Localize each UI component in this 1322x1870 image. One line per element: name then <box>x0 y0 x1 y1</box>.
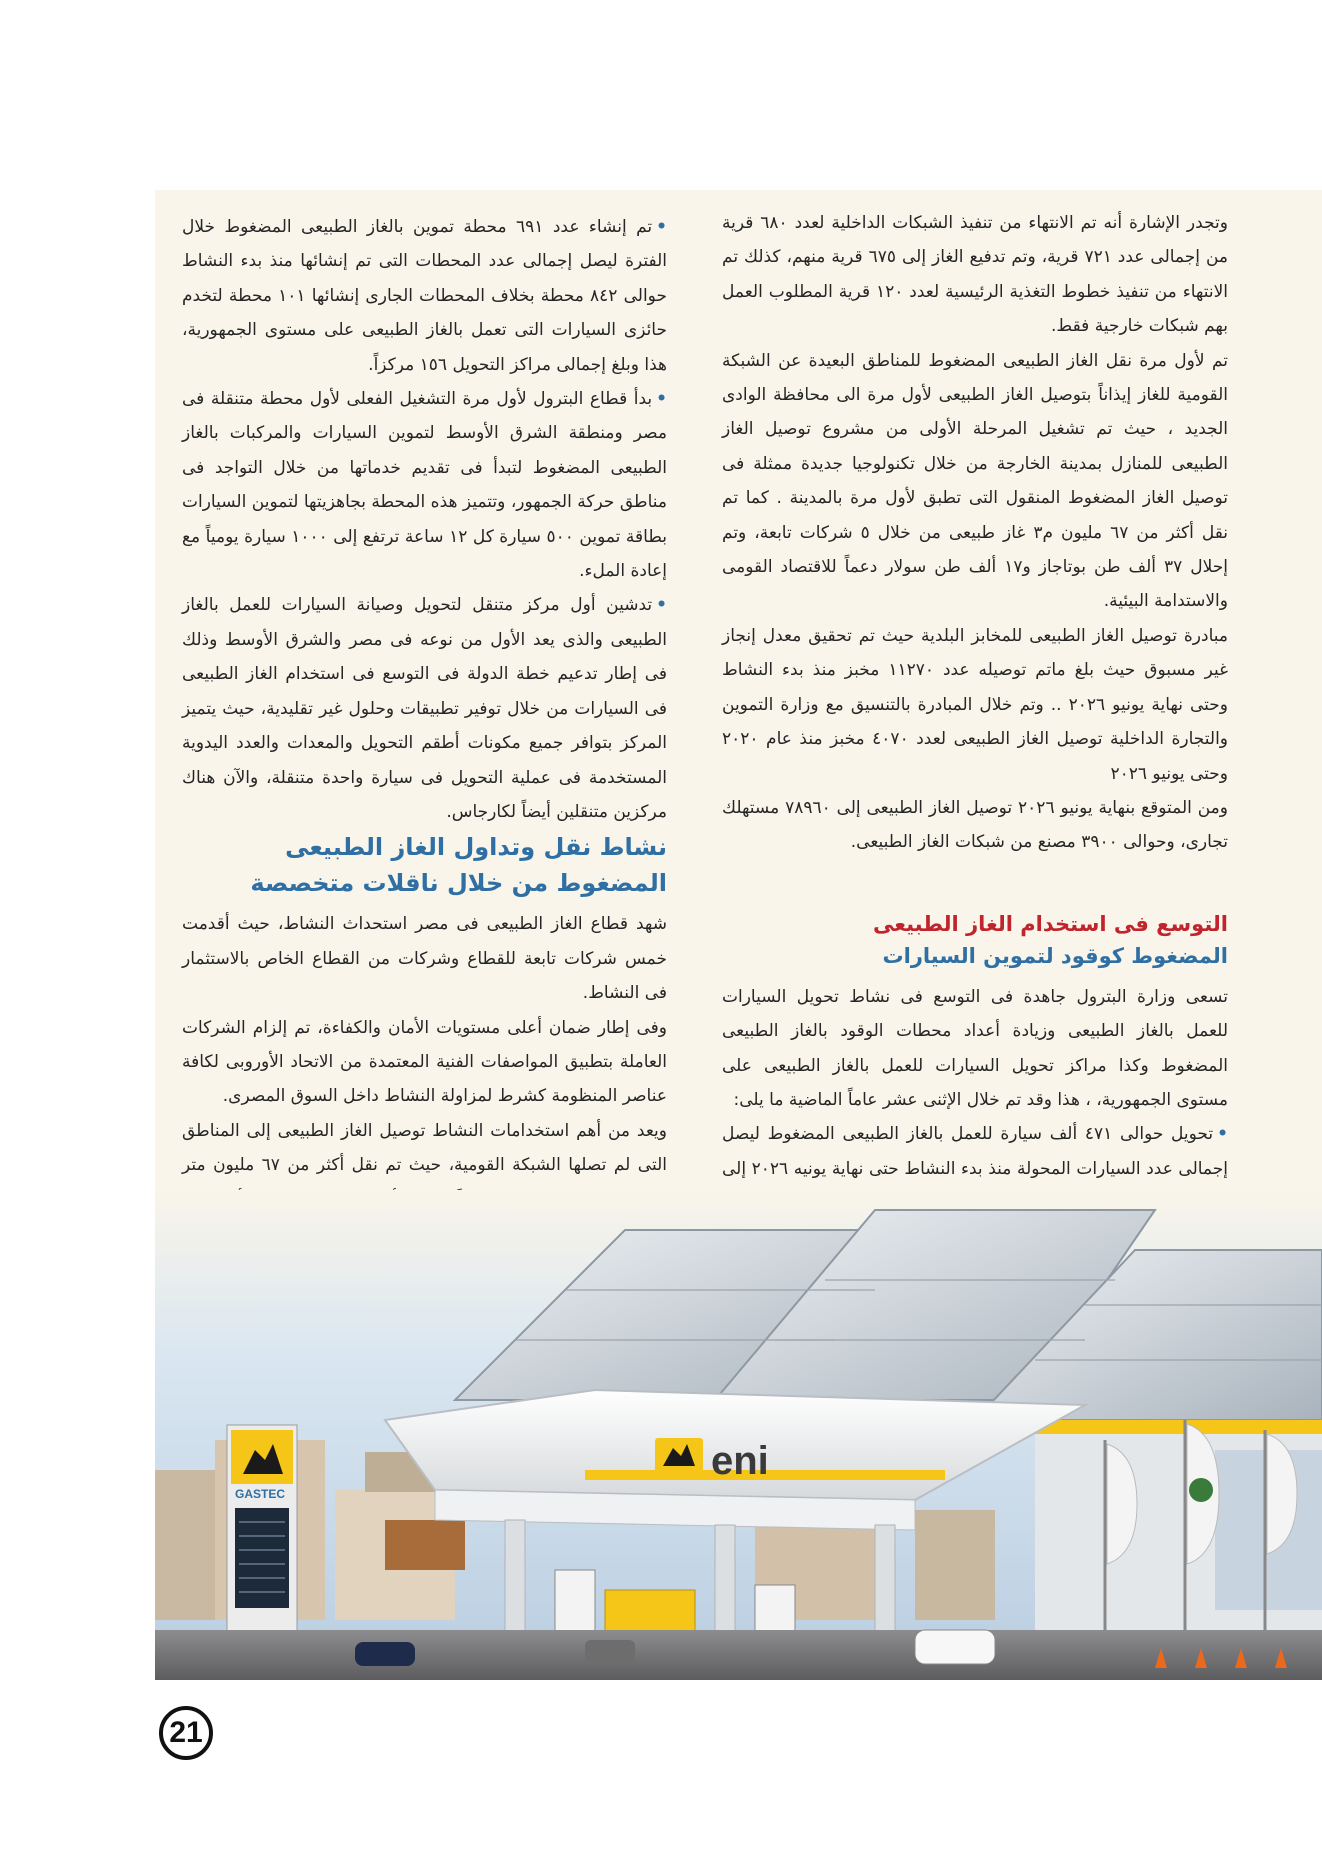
right-column <box>722 206 1228 1221</box>
paragraph: شهد قطاع الغاز الطبيعى فى مصر استحداث النشاط، حيث أقدمت خمس شركات تابعة للقطاع وشركات من القطاع الخاص بالاستثمار فى النشاط. <box>182 914 667 1004</box>
paragraph: ويعد من أهم استخدامات النشاط توصيل الغاز الطبيعى إلى المناطق التى لم تصلها الشبكة القومية، حيث تم نقل أكثر من ٦٧ مليون متر <box>182 1120 667 1176</box>
gas-station-photo <box>155 1190 1322 1680</box>
gastec-text: GASTEC <box>235 1487 286 1501</box>
road <box>155 1630 1322 1680</box>
paragraph: تم لأول مرة نقل الغاز الطبيعى المضغوط للمناطق البعيدة عن الشبكة القومية للغاز إيذاناً بتوصيل الغاز الطبيعى لأول مرة الى محافظة الوادى الجديد ، حيث تم تشغيل المرحلة الأولى من مشروع توصيل الغاز الطبيعى للمنازل بمدينة الخارجة من خلال تكنولوجيا جديدة ممثلة فى توصيل الغاز المضغوط المنقول التى تطبق لأول مرة بالمدينة . كما تم نقل أكثر من ٦٧ مليون م٣ غاز طبيعى من خلال ٥ شركات تابعة، وتم إحلال ٣٧ ألف طن بوتاجاز و١٧ ألف طن سولار دعماً للاقتصاد القومى والاستدامة البيئية. <box>722 350 1229 612</box>
section-heading-line2: المضغوط كوقود لتموين السيارات <box>882 943 1228 968</box>
eni-brand-text: eni <box>711 1439 769 1483</box>
bullet-item: •تم إنشاء عدد ٦٩١ محطة تموين بالغاز الطبيعى المضغوط خلال الفترة ليصل إجمالى عدد المحطات التى تم إنشائها منذ بدء النشاط حوالى ٨٤٢ محطة بخلاف المحطات الجارى إنشائها ١٠١ محطة لتخدم حائزى السيارات التى تعمل بالغاز الطبيعى على مستوى الجمهورية، هذا وبلغ إجمالى مراكز التحويل ١٥٦ مركزاً. <box>182 217 668 375</box>
paragraph: ومن المتوقع بنهاية يونيو ٢٠٢٦ توصيل الغاز الطبيعى إلى ٧٨٩٦٠ مستهلك تجارى، وحوالى ٣٩٠٠ مصنع من شبكات الغاز الطبيعى. <box>722 797 1228 853</box>
bullet-icon: • <box>656 389 667 410</box>
section-heading: نشاط نقل وتداول الغاز الطبيعى المضغوط من خلال ناقلات متخصصة <box>250 833 667 898</box>
paragraph: وفى إطار ضمان أعلى مستويات الأمان والكفاءة، تم إلزام الشركات العاملة بتطبيق المواصفات الفنية المعتمدة من الاتحاد الأوروبى لكافة عناصر المنظومة كشرط لمزاولة النشاط داخل السوق المصرى. <box>182 1017 667 1107</box>
station-pylon-sign <box>227 1425 297 1645</box>
bullet-icon: • <box>656 217 668 237</box>
bullet-item: •بدأ قطاع البترول لأول مرة التشغيل الفعلى لأول محطة متنقلة فى مصر ومنطقة الشرق الأوسط لتموين السيارات والمركبات بالغاز الطبيعى المضغوط لتبدأ فى تقديم خدماتها من خلال التواجد فى مناطق حركة الجمهور، وتتميز هذه المحطة بجاهزيتها لتموين السيارات بطاقة تموين ٥٠٠ سيارة كل ١٢ ساعة ترتفع إلى ١٠٠٠ سيارة يومياً مع إعادة الملء. <box>182 389 668 582</box>
section-heading-line1: التوسع فى استخدام الغاز الطبيعى <box>872 911 1228 936</box>
paragraph: وتجدر الإشارة أنه تم الانتهاء من تنفيذ الشبكات الداخلية لعدد ٦٨٠ قرية من إجمالى عدد ٧٢١ قرية، وتم تدفيع الغاز إلى ٦٧٥ قرية منهم، كذلك تم الانتهاء من تنفيذ خطوط التغذية الرئيسية لعدد ١٢٠ قرية المطلوب العمل بهم شبكات خارجية فقط. <box>722 213 1228 337</box>
spacer <box>722 860 1228 908</box>
left-column <box>182 210 667 1286</box>
bullet-item: •تدشين أول مركز متنقل لتحويل وصيانة السيارات للعمل بالغاز الطبيعى والذى يعد الأول من نوعه فى مصر والشرق الأوسط وذلك فى إطار تدعيم خطة الدولة فى التوسع فى استخدام الغاز الطبيعى فى السيارات من خلال توفير تطبيقات وحلول غير تقليدية، حيث يتميز المركز بتوافر جميع مكونات أطقم التحويل والمعدات والعدد اليدوية المستخدمة فى عملية التحويل فى سيارة واحدة متنقلة، والآن هناك مركزين متنقلين أيضاً لكارجاس. <box>182 595 667 822</box>
paragraph: مبادرة توصيل الغاز الطبيعى للمخابز البلدية حيث تم تحقيق معدل إنجاز غير مسبوق حيث بلغ ماتم توصيله عدد ١١٢٧٠ مخبز منذ بدء النشاط وحتى نهاية يونيو ٢٠٢٦ .. وتم خلال المبادرة بالتنسيق مع وزارة التموين والتجارة الداخلية توصيل الغاز الطبيعى لعدد ٤٠٧٠ مخبز منذ عام ٢٠٢٠ وحتى يونيو ٢٠٢٦ <box>722 625 1229 784</box>
bullet-icon: • <box>1217 1124 1229 1145</box>
bullet-icon: • <box>656 595 667 616</box>
paragraph: تسعى وزارة البترول جاهدة فى التوسع فى نشاط تحويل السيارات للعمل بالغاز الطبيعى وزيادة أعداد محطات الوقود بالغاز الطبيعى المضغوط وكذا مراكز تحويل السيارات للعمل بالغاز الطبيعى على مستوى الجمهورية، ، هذا وقد تم خلال الإثنى عشر عاماً الماضية ما يلى: <box>722 986 1228 1110</box>
page-number: 21 <box>159 1706 213 1760</box>
bullet-item: •تحويل حوالى ٤٧١ ألف سيارة للعمل بالغاز الطبيعى المضغوط ليصل إجمالى عدد السيارات المحولة منذ بدء النشاط حتى نهاية يونيه ٢٠٢٦ إلى <box>722 1124 1229 1179</box>
